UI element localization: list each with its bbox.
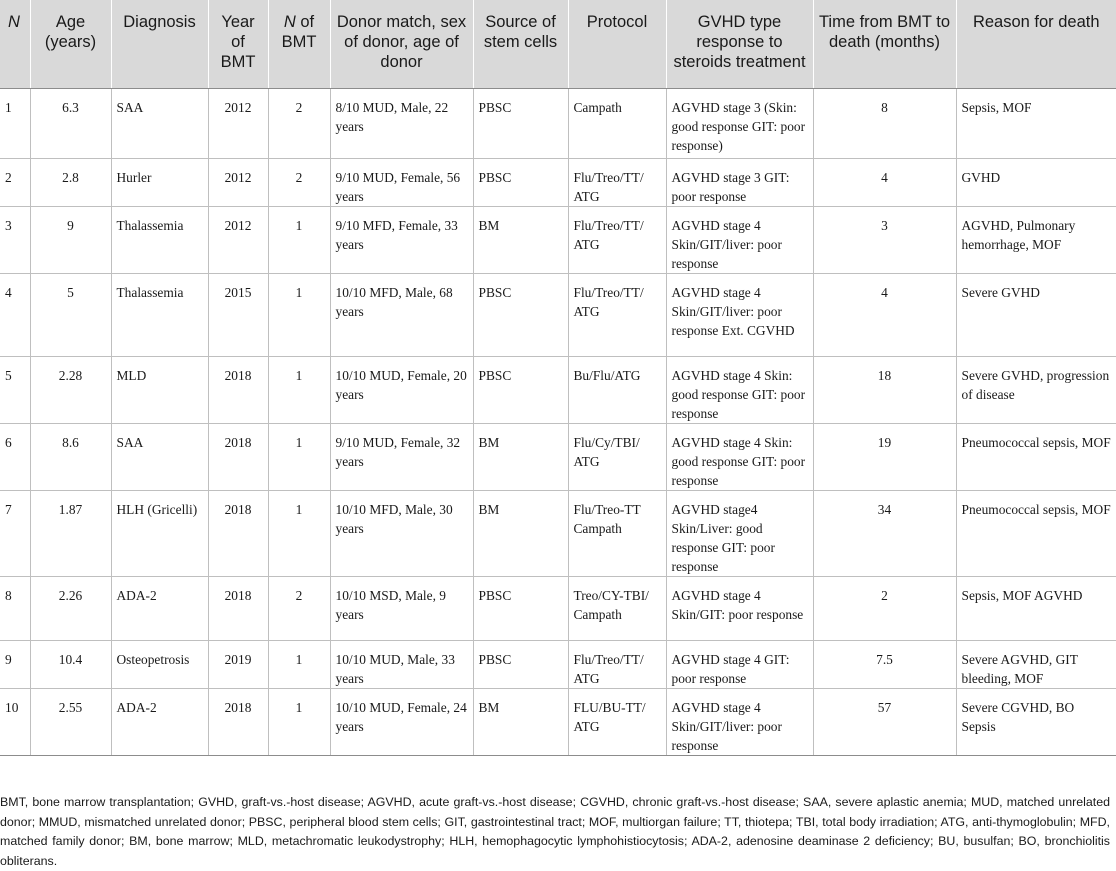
cell-n: 3 [0, 206, 30, 273]
cell-n-of-bmt: 2 [268, 158, 330, 206]
cell-gvhd: AGVHD stage 3 (Skin: good response GIT: poor response) [666, 88, 813, 158]
cell-n-of-bmt: 1 [268, 206, 330, 273]
col-header-year-of-bmt: Year of BMT [208, 0, 268, 88]
cell-reason: Sepsis, MOF [956, 88, 1116, 158]
cell-time: 34 [813, 490, 956, 576]
cell-source: PBSC [473, 273, 568, 356]
cell-diagnosis: MLD [111, 356, 208, 423]
cell-year: 2018 [208, 688, 268, 755]
col-header-protocol: Protocol [568, 0, 666, 88]
cell-n: 1 [0, 88, 30, 158]
cell-time: 4 [813, 158, 956, 206]
cell-donor: 8/10 MUD, Male, 22 years [330, 88, 473, 158]
cell-year: 2012 [208, 206, 268, 273]
cell-n: 4 [0, 273, 30, 356]
col-header-diagnosis: Diagnosis [111, 0, 208, 88]
cell-gvhd: AGVHD stage 4 Skin/GIT/liver: poor response [666, 688, 813, 755]
cell-year: 2012 [208, 158, 268, 206]
cell-protocol: Flu/Treo/TT/ ATG [568, 640, 666, 688]
cell-source: BM [473, 490, 568, 576]
cell-gvhd: AGVHD stage4 Skin/Liver: good response GIT: poor response [666, 490, 813, 576]
cell-donor: 10/10 MUD, Female, 20 years [330, 356, 473, 423]
cell-protocol: Flu/Cy/TBI/ ATG [568, 423, 666, 490]
cell-protocol: Flu/Treo/TT/ ATG [568, 158, 666, 206]
cell-diagnosis: Hurler [111, 158, 208, 206]
cell-source: PBSC [473, 158, 568, 206]
cell-age: 9 [30, 206, 111, 273]
cell-donor: 10/10 MUD, Male, 33 years [330, 640, 473, 688]
cell-source: PBSC [473, 576, 568, 640]
col-header-reason: Reason for death [956, 0, 1116, 88]
cell-source: PBSC [473, 356, 568, 423]
cell-n: 2 [0, 158, 30, 206]
col-header-donor-match: Donor match, sex of donor, age of donor [330, 0, 473, 88]
cell-n-of-bmt: 2 [268, 88, 330, 158]
cell-n-of-bmt: 1 [268, 640, 330, 688]
cell-year: 2018 [208, 423, 268, 490]
cell-diagnosis: Thalassemia [111, 273, 208, 356]
cell-diagnosis: SAA [111, 423, 208, 490]
cell-n-of-bmt: 1 [268, 490, 330, 576]
table-row [0, 423, 1116, 490]
cell-source: BM [473, 206, 568, 273]
cell-reason: GVHD [956, 158, 1116, 206]
cell-reason: Severe CGVHD, BO Sepsis [956, 688, 1116, 755]
cell-n-of-bmt: 2 [268, 576, 330, 640]
cell-time: 7.5 [813, 640, 956, 688]
table-row [0, 356, 1116, 423]
cell-time: 8 [813, 88, 956, 158]
cell-reason: Severe GVHD [956, 273, 1116, 356]
table-row [0, 490, 1116, 576]
cell-year: 2019 [208, 640, 268, 688]
cell-reason: Pneumococcal sepsis, MOF [956, 423, 1116, 490]
cell-source: PBSC [473, 88, 568, 158]
cell-year: 2015 [208, 273, 268, 356]
cell-diagnosis: Thalassemia [111, 206, 208, 273]
cell-time: 57 [813, 688, 956, 755]
cell-reason: Sepsis, MOF AGVHD [956, 576, 1116, 640]
cell-age: 5 [30, 273, 111, 356]
cell-n: 6 [0, 423, 30, 490]
table-row [0, 206, 1116, 273]
cell-gvhd: AGVHD stage 3 GIT: poor response [666, 158, 813, 206]
cell-time: 2 [813, 576, 956, 640]
cell-age: 2.26 [30, 576, 111, 640]
cell-protocol: Flu/Treo-TT Campath [568, 490, 666, 576]
cell-time: 4 [813, 273, 956, 356]
cell-age: 1.87 [30, 490, 111, 576]
cell-donor: 9/10 MUD, Female, 32 years [330, 423, 473, 490]
cell-donor: 10/10 MSD, Male, 9 years [330, 576, 473, 640]
cell-protocol: FLU/BU-TT/ ATG [568, 688, 666, 755]
cell-diagnosis: ADA-2 [111, 688, 208, 755]
cell-year: 2018 [208, 490, 268, 576]
cell-reason: Severe AGVHD, GIT bleeding, MOF [956, 640, 1116, 688]
cell-donor: 10/10 MFD, Male, 68 years [330, 273, 473, 356]
cell-source: PBSC [473, 640, 568, 688]
cell-n-of-bmt: 1 [268, 356, 330, 423]
cell-donor: 10/10 MFD, Male, 30 years [330, 490, 473, 576]
cell-protocol: Campath [568, 88, 666, 158]
col-header-gvhd: GVHD type response to steroids treatment [666, 0, 813, 88]
cell-source: BM [473, 423, 568, 490]
cell-protocol: Flu/Treo/TT/ ATG [568, 273, 666, 356]
cell-n: 9 [0, 640, 30, 688]
cell-year: 2012 [208, 88, 268, 158]
cell-protocol: Flu/Treo/TT/ ATG [568, 206, 666, 273]
cell-n-of-bmt: 1 [268, 688, 330, 755]
table-row [0, 640, 1116, 688]
cell-n-of-bmt: 1 [268, 423, 330, 490]
col-header-age: Age (years) [30, 0, 111, 88]
table-header-row [0, 0, 1116, 88]
col-header-source: Source of stem cells [473, 0, 568, 88]
col-header-n-of-bmt: N of BMT [268, 0, 330, 88]
table-row [0, 576, 1116, 640]
table-row [0, 158, 1116, 206]
cell-reason: AGVHD, Pulmonary hemorrhage, MOF [956, 206, 1116, 273]
cell-age: 8.6 [30, 423, 111, 490]
cell-gvhd: AGVHD stage 4 Skin/GIT: poor response [666, 576, 813, 640]
col-header-n: N [0, 0, 30, 88]
col-header-time-to-death: Time from BMT to death (months) [813, 0, 956, 88]
cell-diagnosis: SAA [111, 88, 208, 158]
cell-gvhd: AGVHD stage 4 Skin: good response GIT: poor response [666, 356, 813, 423]
cell-diagnosis: Osteopetrosis [111, 640, 208, 688]
table-body [0, 88, 1116, 755]
cell-gvhd: AGVHD stage 4 Skin/GIT/liver: poor response [666, 206, 813, 273]
cell-year: 2018 [208, 356, 268, 423]
cell-protocol: Bu/Flu/ATG [568, 356, 666, 423]
cell-age: 2.28 [30, 356, 111, 423]
cell-time: 19 [813, 423, 956, 490]
cell-diagnosis: HLH (Gricelli) [111, 490, 208, 576]
cell-reason: Severe GVHD, progression of disease [956, 356, 1116, 423]
cell-age: 6.3 [30, 88, 111, 158]
cell-age: 2.8 [30, 158, 111, 206]
table-row [0, 688, 1116, 755]
cell-n: 7 [0, 490, 30, 576]
cell-gvhd: AGVHD stage 4 Skin/GIT/liver: poor response Ext. CGVHD [666, 273, 813, 356]
cell-reason: Pneumococcal sepsis, MOF [956, 490, 1116, 576]
table-row [0, 273, 1116, 356]
cell-n: 10 [0, 688, 30, 755]
cell-age: 10.4 [30, 640, 111, 688]
cell-time: 3 [813, 206, 956, 273]
cell-donor: 9/10 MFD, Female, 33 years [330, 206, 473, 273]
cell-age: 2.55 [30, 688, 111, 755]
cell-diagnosis: ADA-2 [111, 576, 208, 640]
cell-year: 2018 [208, 576, 268, 640]
col-header-n-of-bmt-text: of BMT [281, 13, 317, 51]
cell-protocol: Treo/CY-TBI/ Campath [568, 576, 666, 640]
cell-donor: 10/10 MUD, Female, 24 years [330, 688, 473, 755]
cell-time: 18 [813, 356, 956, 423]
cell-n-of-bmt: 1 [268, 273, 330, 356]
cell-n: 5 [0, 356, 30, 423]
cell-gvhd: AGVHD stage 4 Skin: good response GIT: poor response [666, 423, 813, 490]
table-footnote: BMT, bone marrow transplantation; GVHD, graft-vs.-host disease; AGVHD, acute graft-vs.-host disease; CGVHD, chronic graft-vs.-host disease; SAA, severe aplastic anemia; MUD, matched unrelated donor; MMUD, mismatched unrelated donor; PBSC, peripheral blood stem cells; GIT, gastrointestinal tract; MOF, multiorgan failure; TT, thiotepa; TBI, total body irradiation; ATG, anti-thymoglobulin; MFD, matched family donor; BM, bone marrow; MLD, metachromatic leukodystrophy; HLH, hemophagocytic lymphohistiocytosis; ADA-2, adenosine deaminase 2 deficiency; BU, busulfan; BO, bronchiolitis obliterans. [0, 795, 1110, 868]
cell-source: BM [473, 688, 568, 755]
table-row [0, 88, 1116, 158]
cell-gvhd: AGVHD stage 4 GIT: poor response [666, 640, 813, 688]
cell-donor: 9/10 MUD, Female, 56 years [330, 158, 473, 206]
cell-n: 8 [0, 576, 30, 640]
